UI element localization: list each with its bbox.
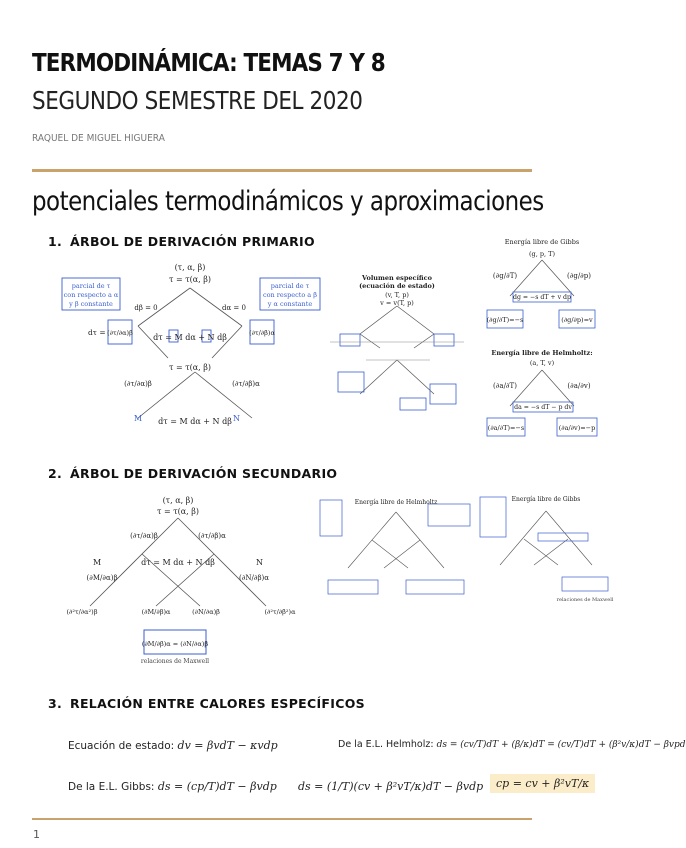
svg-text:(∂g/∂p): (∂g/∂p) xyxy=(566,272,592,280)
specific-heat-result xyxy=(490,774,595,793)
combined-relation-eq: ds = (1/T)(cv + β²vT/κ)dT − βvdp xyxy=(298,780,484,793)
primary-derivation-tree xyxy=(60,258,330,436)
state-equation: dv = βvdT − κvdp xyxy=(177,739,278,752)
helmholtz-tree xyxy=(485,348,605,440)
tree2-N: N xyxy=(256,558,263,567)
tree1-top-vars: (τ, α, β) xyxy=(174,263,206,272)
svg-text:(∂a/∂v): (∂a/∂v) xyxy=(567,382,591,390)
subsection-label: RELACIÓN ENTRE CALORES ESPECÍFICOS xyxy=(70,696,365,711)
subsection-number: 2. xyxy=(48,466,63,481)
subsection-2-heading xyxy=(48,466,337,481)
helmholtz-relation-label: De la E.L. Helmholz: xyxy=(338,739,434,750)
subsection-1-heading xyxy=(48,234,315,249)
gibbs-relation-label: De la E.L. Gibbs: xyxy=(68,781,155,793)
svg-text:(∂g/∂T): (∂g/∂T) xyxy=(492,272,518,280)
subsection-number: 1. xyxy=(48,234,63,249)
secondary-helmholtz-tree xyxy=(318,496,476,598)
page-number: 1 xyxy=(33,828,40,841)
tree2-gibbs-caption: relaciones de Maxwell xyxy=(556,597,614,603)
state-panel-title: Volumen específico xyxy=(362,274,432,282)
helmholtz-relation-row xyxy=(338,739,686,750)
subsection-3-heading xyxy=(48,696,365,711)
tree1-left-lead: dτ = xyxy=(88,328,106,337)
tree1-bottom-right-deriv: (∂τ/∂β)α xyxy=(232,380,260,388)
tree1-bottom-left-deriv: (∂τ/∂α)β xyxy=(124,380,152,388)
tree2-maxwell-box-text: (∂M/∂β)α = (∂N/∂α)β xyxy=(141,640,209,648)
helmholtz-panel-diff: da = −s dT − p dv xyxy=(514,404,572,411)
tree1-branch-right-lower xyxy=(212,326,242,358)
tree2-left-l1: (∂τ/∂α)β xyxy=(130,532,158,540)
specific-heat-result-eq: cp = cv + β²vT/κ xyxy=(496,777,590,790)
tree1-right-zero: dα = 0 xyxy=(222,304,246,312)
tree1-M-label: M xyxy=(134,414,143,423)
tree1-bottom-eq: τ = τ(α, β) xyxy=(169,363,211,372)
tree2-left-l2: (∂M/∂α)β xyxy=(86,574,118,582)
gibbs-relation-eq: ds = (cp/T)dT − βvdp xyxy=(157,780,277,793)
tree1-right-note-line3: y α constante xyxy=(267,300,313,308)
tree2-maxwell-caption: relaciones de Maxwell xyxy=(140,658,210,665)
tree2-mid-left-l3: (∂M/∂β)α xyxy=(141,608,171,616)
gibbs-panel-diff: dg = −s dT + v dp xyxy=(513,294,571,301)
tree1-bottom-center-eq: dτ = M dα + N dβ xyxy=(158,417,232,426)
tree2-right-l3: (∂²τ/∂β²)α xyxy=(264,608,296,616)
helmholtz-relation-eq: ds = (cv/T)dT + (β/κ)dT = (cv/T)dT + (β²v/κ)dT − βvpd xyxy=(436,740,686,750)
subsection-label: ÁRBOL DE DERIVACIÓN PRIMARIO xyxy=(70,234,315,249)
secondary-gibbs-tree xyxy=(478,493,613,603)
tree2-side-title: Energía libre de Helmholtz xyxy=(354,499,438,506)
state-panel-vars: (v, T, p) xyxy=(385,291,409,299)
helmholtz-panel-vars: (a, T, v) xyxy=(529,359,555,367)
helmholtz-panel-title: Energía libre de Helmholtz: xyxy=(491,349,593,357)
svg-text:(∂g/∂T)=−s: (∂g/∂T)=−s xyxy=(486,316,524,324)
document-title: TERMODINÁMICA: TEMAS 7 Y 8 xyxy=(32,48,385,77)
section-title: potenciales termodinámicos y aproximaciones xyxy=(32,186,544,217)
tree1-top-eq: τ = τ(α, β) xyxy=(169,275,211,284)
tree1-left-note-line1: parcial de τ xyxy=(71,282,111,290)
gibbs-relation-row xyxy=(68,780,277,793)
header-divider xyxy=(32,169,532,172)
gibbs-panel-title: Energía libre de Gibbs xyxy=(504,238,580,246)
tree1-left-note-line2: con respecto a α xyxy=(63,291,119,299)
gibbs-panel-vars: (g, p, T) xyxy=(529,250,555,258)
tree1-right-deriv: (∂τ/∂β)α xyxy=(249,329,275,337)
tree2-top-eq: τ = τ(α, β) xyxy=(157,507,199,516)
tree1-left-note-line3: y β constante xyxy=(69,300,113,308)
tree1-right-note-line2: con respecto a β xyxy=(262,291,318,299)
svg-text:(∂g/∂p)=v: (∂g/∂p)=v xyxy=(561,316,593,324)
tree2-M: M xyxy=(93,558,102,567)
secondary-derivation-tree xyxy=(60,492,315,668)
specific-volume-tree xyxy=(330,272,465,412)
combined-relation-row xyxy=(298,780,483,793)
tree2-top-vars: (τ, α, β) xyxy=(162,496,194,505)
subsection-label: ÁRBOL DE DERIVACIÓN SECUNDARIO xyxy=(70,466,338,481)
tree2-left-l3: (∂²τ/∂α²)β xyxy=(66,608,98,616)
state-equation-row xyxy=(68,739,278,752)
state-panel-subtitle: (ecuación de estado) xyxy=(359,282,435,290)
tree1-bottom-right xyxy=(195,372,252,418)
tree1-bottom-left xyxy=(138,372,195,418)
tree2-mid-right-l3: (∂N/∂α)β xyxy=(192,608,220,616)
svg-text:(∂a/∂v)=−p: (∂a/∂v)=−p xyxy=(558,424,596,432)
svg-text:(∂a/∂T)=−s: (∂a/∂T)=−s xyxy=(487,424,525,432)
document-subtitle: SEGUNDO SEMESTRE DEL 2020 xyxy=(32,86,363,115)
state-panel-eq: v = v(T, p) xyxy=(380,299,414,307)
footer-divider xyxy=(32,818,532,820)
tree1-N-label: N xyxy=(233,414,240,423)
tree2-right-l1: (∂τ/∂β)α xyxy=(198,532,226,540)
svg-text:(∂a/∂T): (∂a/∂T) xyxy=(493,382,517,390)
author-name: RAQUEL DE MIGUEL HIGUERA xyxy=(32,133,165,144)
tree1-left-deriv: (∂τ/∂α)β xyxy=(107,329,133,337)
tree1-left-zero: dβ = 0 xyxy=(134,304,158,312)
tree1-branch-left-lower xyxy=(138,326,168,358)
gibbs-tree xyxy=(485,238,600,333)
tree1-center-eq: dτ = M dα + N dβ xyxy=(153,333,227,342)
tree1-right-note-line1: parcial de τ xyxy=(270,282,310,290)
tree2-gibbs-title: Energía libre de Gibbs xyxy=(511,496,581,503)
tree2-center-eq: dτ = M dα + N dβ xyxy=(141,558,215,567)
tree2-right-l2: (∂N/∂β)α xyxy=(239,574,269,582)
state-equation-label: Ecuación de estado: xyxy=(68,740,175,752)
subsection-number: 3. xyxy=(48,696,63,711)
